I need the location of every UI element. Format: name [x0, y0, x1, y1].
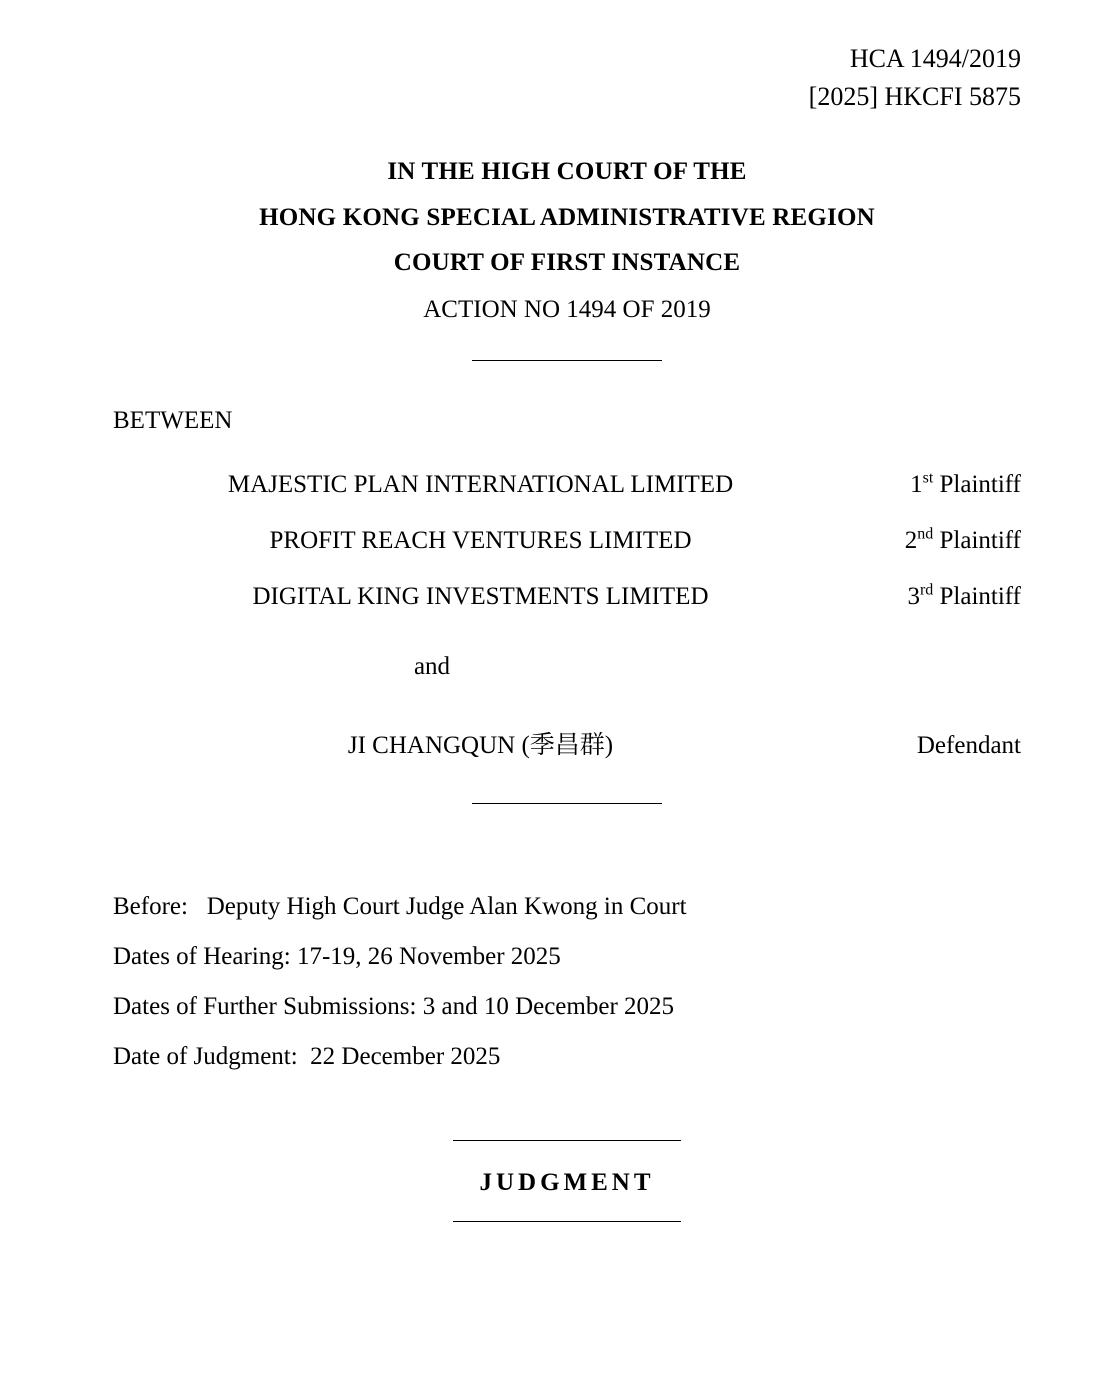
- party-row: [113, 527, 1021, 555]
- plaintiff-1-name: MAJESTIC PLAN INTERNATIONAL LIMITED: [227, 471, 734, 499]
- court-heading-line-1: IN THE HIGH COURT OF THE: [387, 158, 747, 186]
- divider-rule-parties: [472, 803, 662, 804]
- date-of-judgment: Date of Judgment: 22 December 2025: [113, 1043, 501, 1071]
- plaintiff-2-name: PROFIT REACH VENTURES LIMITED: [269, 527, 692, 555]
- action-number-line: ACTION NO 1494 OF 2019: [423, 295, 711, 323]
- plaintiff-2-ordinal-suffix: nd: [917, 526, 934, 544]
- parties-conjunction: and: [413, 653, 451, 681]
- defendant-row: [113, 725, 1021, 761]
- between-label: BETWEEN: [113, 407, 233, 435]
- plaintiff-3-role-label: Plaintiff: [933, 583, 1021, 611]
- judgment-title-block: [113, 1140, 1021, 1222]
- hearing-metadata: [113, 882, 1021, 1082]
- plaintiff-3-role: [858, 583, 1021, 611]
- plaintiff-3-ordinal: 3: [907, 583, 920, 611]
- party-row: [113, 471, 1021, 499]
- case-reference-block: [113, 40, 1021, 115]
- court-heading: [113, 149, 1021, 332]
- plaintiff-1-ordinal-suffix: st: [922, 470, 934, 488]
- plaintiff-3-name: DIGITAL KING INVESTMENTS LIMITED: [252, 583, 709, 611]
- divider-rule-judgment-bottom: [453, 1221, 681, 1222]
- court-heading-line-3: COURT OF FIRST INSTANCE: [393, 249, 741, 277]
- plaintiff-2-role-label: Plaintiff: [933, 527, 1021, 555]
- plaintiff-1-role-label: Plaintiff: [933, 471, 1021, 499]
- defendant-role: Defendant: [916, 732, 1021, 760]
- divider-rule-judgment-top: [453, 1140, 681, 1141]
- neutral-citation: [2025] HKCFI 5875: [808, 81, 1021, 111]
- defendant-name: JI CHANGQUN (季昌群): [347, 732, 614, 760]
- plaintiff-1-role: [858, 471, 1021, 499]
- dates-of-further-submissions: Dates of Further Submissions: 3 and 10 December 2025: [113, 993, 675, 1021]
- divider-rule-top: [472, 360, 662, 361]
- plaintiff-3-ordinal-suffix: rd: [919, 582, 934, 600]
- party-row: [113, 583, 1021, 611]
- plaintiff-1-ordinal: 1: [910, 471, 923, 499]
- judgment-title: JUDGMENT: [479, 1169, 655, 1197]
- plaintiff-2-role: [858, 527, 1021, 555]
- plaintiff-2-ordinal: 2: [904, 527, 918, 555]
- parties-block: [113, 471, 1021, 761]
- court-heading-line-2: HONG KONG SPECIAL ADMINISTRATIVE REGION: [259, 203, 875, 231]
- before-judge: Before: Deputy High Court Judge Alan Kwong in Court: [113, 893, 687, 921]
- case-number: HCA 1494/2019: [849, 44, 1021, 73]
- dates-of-hearing: Dates of Hearing: 17-19, 26 November 2025: [113, 943, 561, 971]
